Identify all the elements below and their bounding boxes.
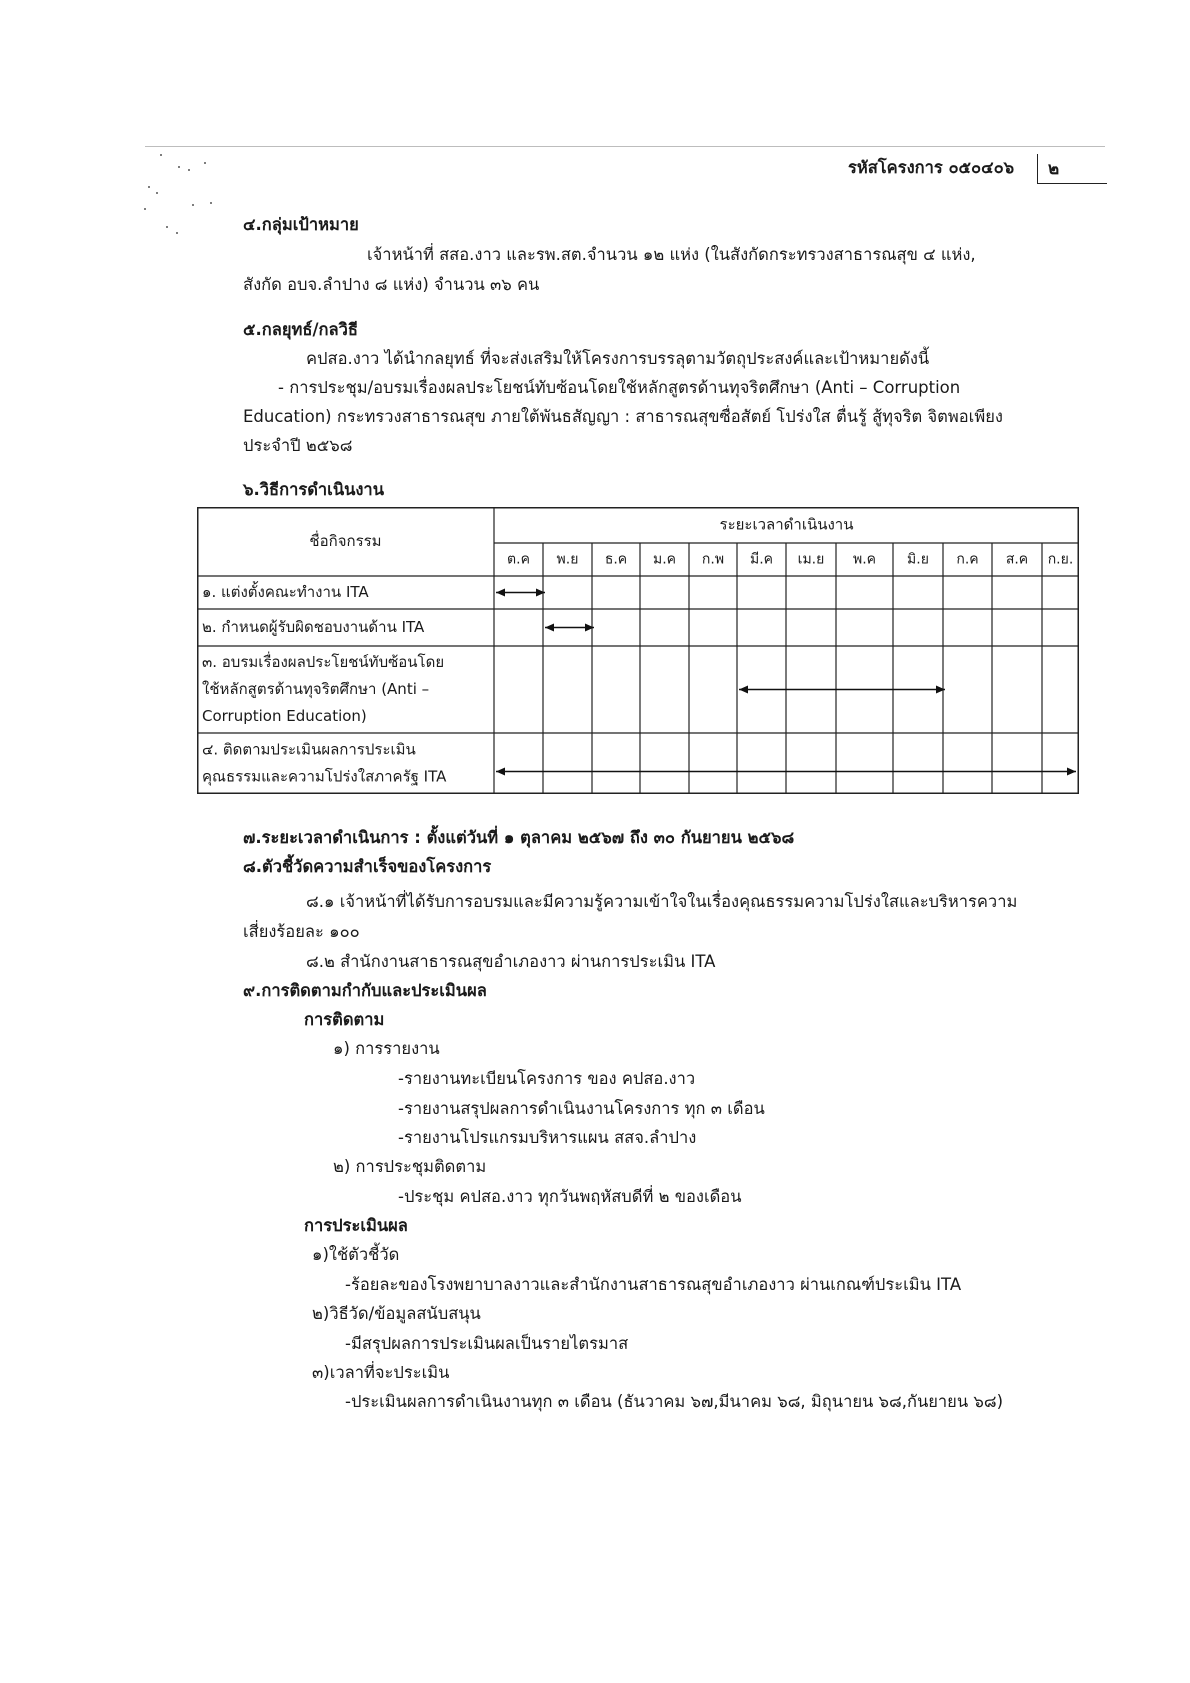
activity-name: ๓. อบรมเรื่องผลประโยชน์ทับซ้อนโดย <box>202 653 445 671</box>
report-item-1: -รายงานทะเบียนโครงการ ของ คปสอ.งาว <box>398 1069 696 1088</box>
timeline-arrow-head-right <box>936 686 945 694</box>
eval1-item: -ร้อยละของโรงพยาบาลงาวและสำนักงานสาธารณสุขอำเภองาว ผ่านเกณฑ์ประเมิน ITA <box>345 1275 962 1294</box>
month-header-10: ก.ค <box>956 551 979 568</box>
timeline-arrow-head-right <box>585 624 594 632</box>
timeline-arrow-head-right <box>1067 768 1076 776</box>
month-header-11: ส.ค <box>1005 551 1029 568</box>
section5-line3: Education) กระทรวงสาธารณสุข ภายใต้พันธสัญญา : สาธารณสุขซื่อสัตย์ โปร่งใส ตื่นรู้ สู้ทุจริต จิตพอเพียง <box>243 407 1003 426</box>
section4-heading: ๔.กลุ่มเป้าหมาย <box>243 215 359 234</box>
activity-header: ชื่อกิจกรรม <box>309 532 382 550</box>
period-header: ระยะเวลาดำเนินงาน <box>719 515 854 534</box>
activity-name: คุณธรรมและความโปร่งใสภาครัฐ ITA <box>202 767 447 786</box>
section5-line1: คปสอ.งาว ได้นำกลยุทธ์ ที่จะส่งเสริมให้โครงการบรรลุตามวัตถุประสงค์และเป้าหมายดังนี้ <box>306 349 930 368</box>
section7-text: ๗.ระยะเวลาดำเนินการ : ตั้งแต่วันที่ ๑ ตุลาคม ๒๕๖๗ ถึง ๓๐ กันยายน ๒๕๖๘ <box>243 828 795 847</box>
eval2-heading: ๒)วิธีวัด/ข้อมูลสนับสนุน <box>312 1304 481 1323</box>
month-header-1: ต.ค <box>507 551 530 568</box>
section5-line2: - การประชุม/อบรมเรื่องผลประโยชน์ทับซ้อนโดยใช้หลักสูตรด้านทุจริตศึกษา (Anti – Corruption <box>278 378 961 397</box>
section4-line1: เจ้าหน้าที่ สสอ.งาว และรพ.สต.จำนวน ๑๒ แห่ง (ในสังกัดกระทรวงสาธารณสุข ๔ แห่ง, <box>367 245 976 264</box>
eval2-item: -มีสรุปผลการประเมินผลเป็นรายไตรมาส <box>345 1334 629 1353</box>
eval3-heading: ๓)เวลาที่จะประเมิน <box>312 1363 450 1382</box>
project-code: รหัสโครงการ ๐๕๐๔๐๖ <box>848 158 1015 177</box>
timeline-arrow-head-left <box>739 686 748 694</box>
page-number: ๒ <box>1037 154 1107 184</box>
section4-line2: สังกัด อบจ.ลำปาง ๘ แห่ง) จำนวน ๓๖ คน <box>243 275 540 294</box>
activity-name: ๒. กำหนดผู้รับผิดชอบงานด้าน ITA <box>202 618 425 636</box>
month-header-8: พ.ค <box>852 551 877 568</box>
evaluation-heading: การประเมินผล <box>304 1216 408 1235</box>
section6-heading: ๖.วิธีการดำเนินงาน <box>243 480 384 499</box>
section5-heading: ๕.กลยุทธ์/กลวิธี <box>243 320 358 339</box>
activity-name: Corruption Education) <box>202 707 367 725</box>
section8-item1-line1: ๘.๑ เจ้าหน้าที่ได้รับการอบรมและมีความรู้ความเข้าใจในเรื่องคุณธรรมความโปร่งใสและบริหารความ <box>306 892 1018 911</box>
meeting-heading: ๒) การประชุมติดตาม <box>333 1157 487 1176</box>
eval3-item: -ประเมินผลการดำเนินงานทุก ๓ เดือน (ธันวาคม ๖๗,มีนาคม ๖๘, มิถุนายน ๖๘,กันยายน ๖๘) <box>345 1392 1004 1411</box>
month-header-3: ธ.ค <box>604 551 628 568</box>
month-header-7: เม.ย <box>797 551 825 568</box>
activity-name: ๑. แต่งตั้งคณะทำงาน ITA <box>202 583 369 601</box>
timeline-arrow-head-left <box>496 768 505 776</box>
section8-heading: ๘.ตัวชี้วัดความสำเร็จของโครงการ <box>243 857 492 876</box>
section8-item1-line2: เสี่ยงร้อยละ ๑๐๐ <box>243 922 360 941</box>
month-header-4: ม.ค <box>652 551 677 568</box>
report-item-2: -รายงานสรุปผลการดำเนินงานโครงการ ทุก ๓ เดือน <box>398 1099 765 1118</box>
month-header-9: มิ.ย <box>907 551 929 568</box>
meeting-item: -ประชุม คปสอ.งาว ทุกวันพฤหัสบดีที่ ๒ ของเดือน <box>398 1187 742 1206</box>
schedule-table <box>197 507 1079 794</box>
month-header-12: ก.ย. <box>1047 551 1074 568</box>
header-rule <box>145 146 1105 147</box>
month-header-5: ก.พ <box>701 551 725 568</box>
timeline-arrow-head-left <box>545 624 554 632</box>
activity-name: ๔. ติดตามประเมินผลการประเมิน <box>202 740 416 759</box>
section5-line4: ประจำปี ๒๕๖๘ <box>243 436 353 455</box>
timeline-arrow-head-right <box>536 589 545 597</box>
eval1-heading: ๑)ใช้ตัวชี้วัด <box>312 1245 400 1264</box>
month-header-2: พ.ย <box>556 551 579 568</box>
section9-heading: ๙.การติดตามกำกับและประเมินผล <box>243 981 487 1000</box>
report-heading: ๑) การรายงาน <box>333 1039 440 1058</box>
monitoring-heading: การติดตาม <box>304 1010 385 1029</box>
section8-item2: ๘.๒ สำนักงานสาธารณสุขอำเภองาว ผ่านการประเมิน ITA <box>306 952 716 971</box>
report-item-3: -รายงานโปรแกรมบริหารแผน สสจ.ลำปาง <box>398 1128 697 1147</box>
activity-name: ใช้หลักสูตรด้านทุจริตศึกษา (Anti – <box>202 680 430 698</box>
month-header-6: มี.ค <box>749 551 774 568</box>
timeline-arrow-head-left <box>496 589 505 597</box>
